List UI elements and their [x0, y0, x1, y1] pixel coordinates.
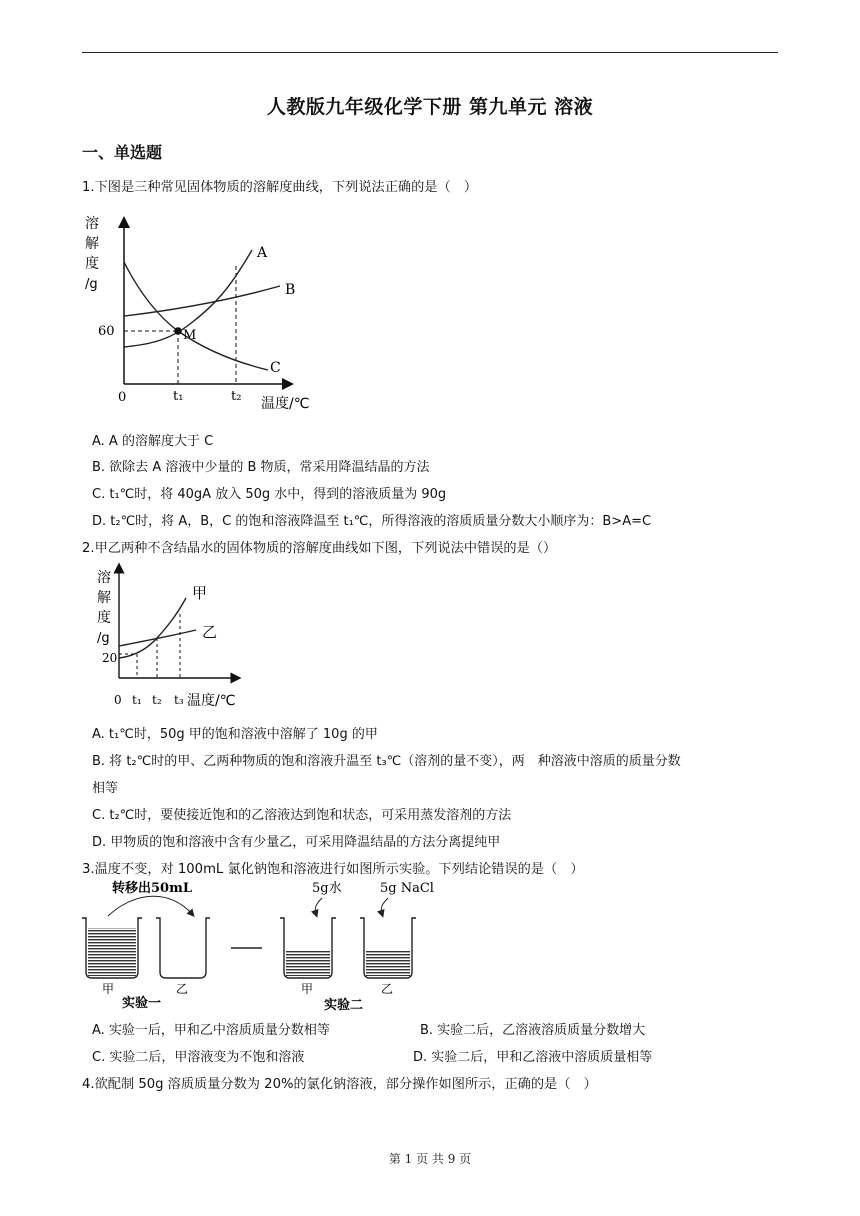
q2-x-tick-t2: t₂	[152, 693, 162, 707]
q3-beaker-yi-1	[156, 918, 210, 978]
q2-option-c: C. t₂℃时，要使接近饱和的乙溶液达到饱和状态，可采用蒸发溶剂的方法	[92, 808, 512, 823]
q2-solubility-chart	[90, 562, 250, 714]
q2-ylabel-3: 度	[97, 610, 111, 626]
q3-label-exp1: 实验一	[122, 996, 162, 1011]
q2-x-tick-t3: t₃	[174, 693, 184, 707]
question-4-stem: 4.欲配制 50g 溶质质量分数为 20%的氯化钠溶液，部分操作如图所示，正确的是（ ）	[82, 1077, 597, 1092]
q3-add-water-arrow	[315, 898, 322, 914]
page-footer: 第 1 页 共 9 页	[388, 1152, 472, 1166]
q3-add-nacl-arrow	[381, 898, 388, 914]
q3-option-c: C. 实验二后，甲溶液变为不饱和溶液	[92, 1050, 305, 1065]
q1-ylabel-2: 解	[85, 236, 99, 252]
q1-label-a: A	[257, 245, 268, 261]
q3-add-water-label: 5g水	[312, 881, 342, 896]
q1-x-tick-t1: t₁	[173, 389, 184, 404]
q1-ylabel-1: 溶	[85, 216, 99, 232]
q3-add-nacl-label: 5g NaCl	[380, 881, 434, 896]
q1-xlabel: 温度/℃	[261, 396, 310, 412]
q3-label-yi-1: 乙	[176, 982, 189, 996]
q3-experiment-figure	[76, 876, 456, 1012]
q2-ylabel-1: 溶	[97, 570, 111, 586]
question-3-stem: 3.温度不变，对 100mL 氯化钠饱和溶液进行如图所示实验。下列结论错误的是（ ）	[82, 862, 584, 877]
q3-solution-jia-2	[286, 950, 330, 976]
header-rule	[82, 52, 778, 53]
q1-label-c: C	[270, 360, 281, 376]
page-title: 人教版九年级化学下册 第九单元 溶液	[266, 96, 594, 118]
q2-option-a: A. t₁℃时，50g 甲的饱和溶液中溶解了 10g 的甲	[92, 727, 378, 742]
q3-option-b: B. 实验二后，乙溶液溶质质量分数增大	[420, 1023, 646, 1038]
section-heading: 一、单选题	[82, 143, 163, 162]
q3-label-exp2: 实验二	[324, 998, 364, 1012]
q1-curve-c	[124, 262, 268, 370]
question-2-stem: 2.甲乙两种不含结晶水的固体物质的溶解度曲线如下图，下列说法中错误的是（）	[82, 541, 557, 556]
q2-option-b: B. 将 t₂℃时的甲、乙两种物质的饱和溶液升温至 t₃℃（溶剂的量不变），两 种溶液中溶质的质量分数	[92, 754, 681, 769]
q1-solubility-chart	[80, 210, 320, 415]
question-1-stem: 1.下图是三种常见固体物质的溶解度曲线，下列说法正确的是（ ）	[82, 180, 478, 195]
q3-solution-yi-2	[366, 950, 410, 976]
q1-y-tick: 60	[98, 324, 115, 339]
q3-option-a: A. 实验一后，甲和乙中溶质质量分数相等	[92, 1023, 330, 1038]
q3-label-yi-2: 乙	[381, 982, 394, 996]
q3-transfer-label: 转移出50mL	[112, 881, 192, 896]
q3-solution-jia-1	[88, 928, 136, 976]
q3-label-jia-1: 甲	[102, 982, 115, 996]
q1-ylabel-3: 度	[85, 256, 99, 272]
q1-origin: 0	[118, 390, 127, 405]
q1-label-b: B	[285, 282, 296, 298]
q3-label-jia-2: 甲	[301, 982, 314, 996]
q2-option-b-continued: 相等	[92, 781, 119, 796]
q3-option-d: D. 实验二后，甲和乙溶液中溶质质量相等	[413, 1050, 653, 1065]
q2-curve-jia	[119, 598, 186, 658]
q1-ylabel-4: /g	[85, 277, 98, 292]
q2-origin: 0	[114, 693, 122, 707]
q2-ylabel-2: 解	[97, 590, 111, 606]
q2-ylabel-4: /g	[97, 631, 110, 646]
q2-y-tick: 20	[102, 651, 118, 665]
q2-label-yi: 乙	[202, 623, 218, 641]
q2-option-d: D. 甲物质的饱和溶液中含有少量乙，可采用降温结晶的方法分离提纯甲	[92, 835, 501, 850]
q2-curve-yi	[119, 630, 196, 646]
q1-option-a: A. A 的溶解度大于 C	[92, 434, 214, 449]
q2-x-tick-t1: t₁	[132, 693, 142, 707]
q1-x-tick-t2: t₂	[231, 389, 242, 404]
q1-option-d: D. t₂℃时，将 A，B，C 的饱和溶液降温至 t₁℃，所得溶液的溶质质量分数大小顺序为：B>A=C	[92, 514, 652, 529]
q2-xlabel: 温度/℃	[187, 693, 236, 709]
q3-transfer-arrow	[108, 896, 192, 916]
q1-label-m: M	[183, 328, 197, 343]
q2-label-jia: 甲	[192, 584, 208, 602]
q1-option-b: B. 欲除去 A 溶液中少量的 B 物质，常采用降温结晶的方法	[92, 460, 430, 475]
q1-point-m	[174, 327, 182, 335]
q1-option-c: C. t₁℃时，将 40gA 放入 50g 水中，得到的溶液质量为 90g	[92, 487, 447, 502]
